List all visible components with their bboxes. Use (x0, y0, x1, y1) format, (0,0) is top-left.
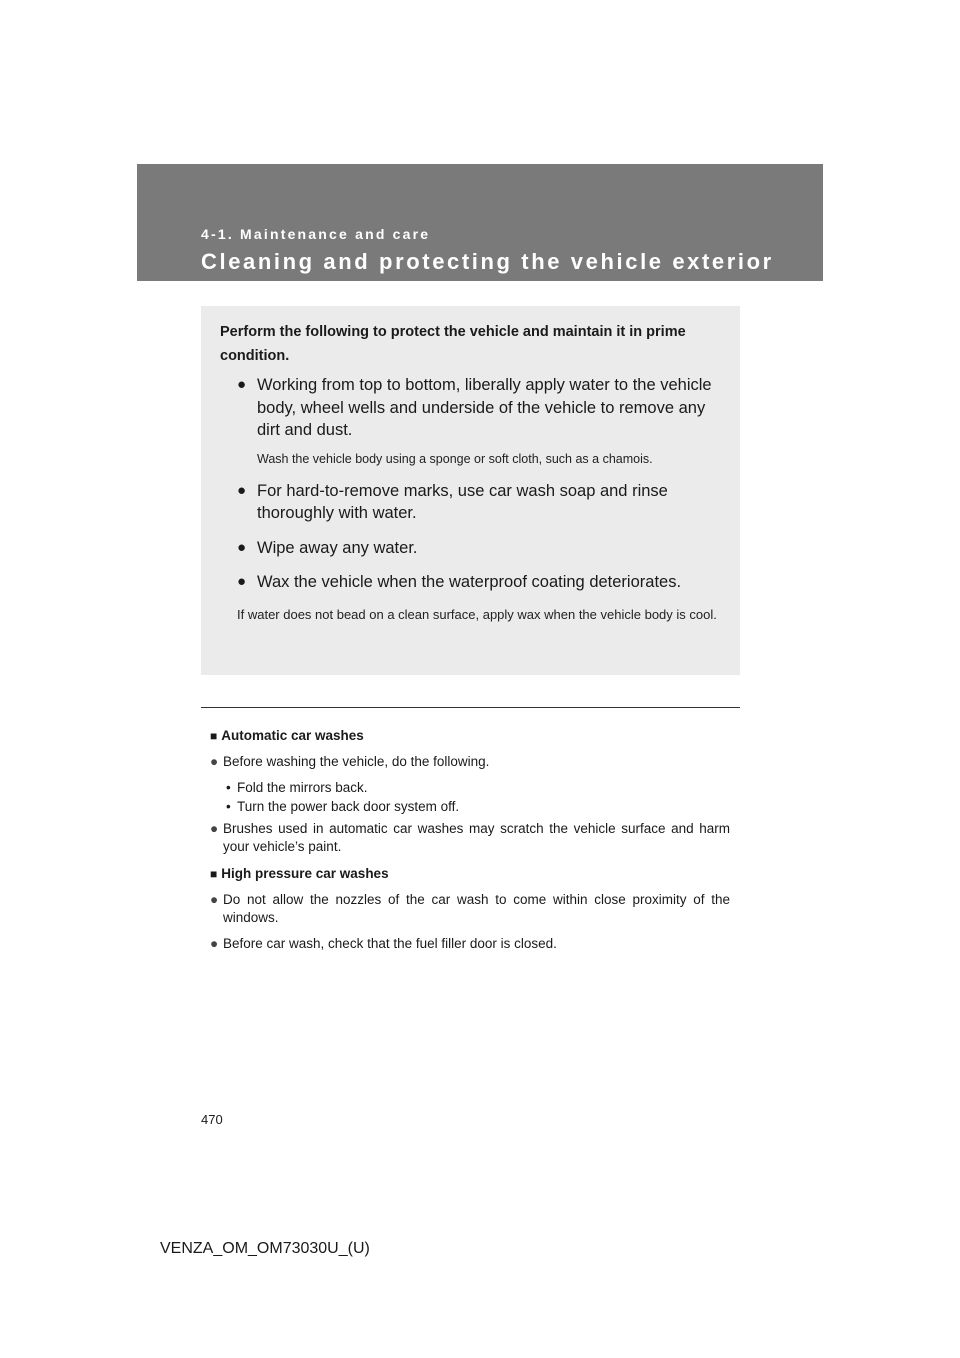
step-text: Working from top to bottom, liberally apply water to the vehicle body, wheel wells and underside of the vehicle to remove any dirt and dust. (257, 376, 712, 439)
note-item (210, 820, 730, 856)
steps-list (220, 374, 720, 594)
step-note: Wash the vehicle body using a sponge or soft cloth, such as a chamois. (257, 451, 653, 466)
note-item-text: Do not allow the nozzles of the car wash to come within close proximity of the windows. (223, 892, 730, 925)
sub-item (210, 797, 730, 816)
bullet-icon: ● (210, 892, 219, 907)
section-label: 4-1. Maintenance and care (201, 226, 431, 242)
note-item (210, 891, 730, 927)
step-text: Wax the vehicle when the waterproof coating deteriorates. (257, 573, 682, 591)
square-icon: ■ (210, 729, 218, 743)
section-divider (201, 707, 740, 708)
page-number: 470 (201, 1112, 223, 1127)
note-heading (210, 727, 730, 745)
step-item (220, 374, 720, 468)
box-note: If water does not bead on a clean surface, apply wax when the vehicle body is cool. (237, 606, 717, 622)
square-icon: ■ (210, 867, 218, 881)
note-item (210, 935, 730, 953)
intro-text: Perform the following to protect the vehicle and maintain it in prime condition. (220, 324, 686, 364)
bullet-icon: ● (237, 538, 247, 556)
step-item (220, 537, 720, 560)
document-code: VENZA_OM_OM73030U_(U) (160, 1240, 370, 1257)
note-group-high-pressure (210, 865, 730, 953)
bullet-icon: ● (237, 573, 247, 590)
intro-box (201, 306, 740, 675)
sub-list (210, 778, 730, 816)
sub-bullet-icon: • (226, 780, 231, 795)
sub-item-text: Turn the power back door system off. (237, 799, 460, 814)
step-item (220, 571, 720, 594)
bullet-icon: ● (237, 481, 247, 499)
page-title: Cleaning and protecting the vehicle exterior (201, 249, 774, 274)
step-text: For hard-to-remove marks, use car wash soap and rinse thoroughly with water. (257, 481, 668, 522)
sub-item (210, 778, 730, 797)
bullet-icon: ● (210, 754, 219, 769)
note-heading-text: Automatic car washes (221, 728, 364, 743)
note-item-text: Before washing the vehicle, do the following. (223, 754, 490, 769)
bullet-icon: ● (237, 376, 247, 393)
bullet-icon: ● (210, 821, 219, 836)
note-heading (210, 865, 730, 883)
step-item (220, 480, 720, 525)
sub-item-text: Fold the mirrors back. (237, 780, 368, 795)
note-item-text: Before car wash, check that the fuel filler door is closed. (223, 936, 557, 951)
note-item (210, 753, 730, 771)
note-group-automatic (210, 727, 730, 856)
note-heading-text: High pressure car washes (221, 866, 389, 881)
sub-bullet-icon: • (226, 799, 231, 814)
bullet-icon: ● (210, 936, 219, 951)
note-item-text: Brushes used in automatic car washes may scratch the vehicle surface and harm your vehicle’s paint. (223, 821, 730, 854)
step-text: Wipe away any water. (257, 538, 418, 557)
notes-section (210, 727, 730, 953)
